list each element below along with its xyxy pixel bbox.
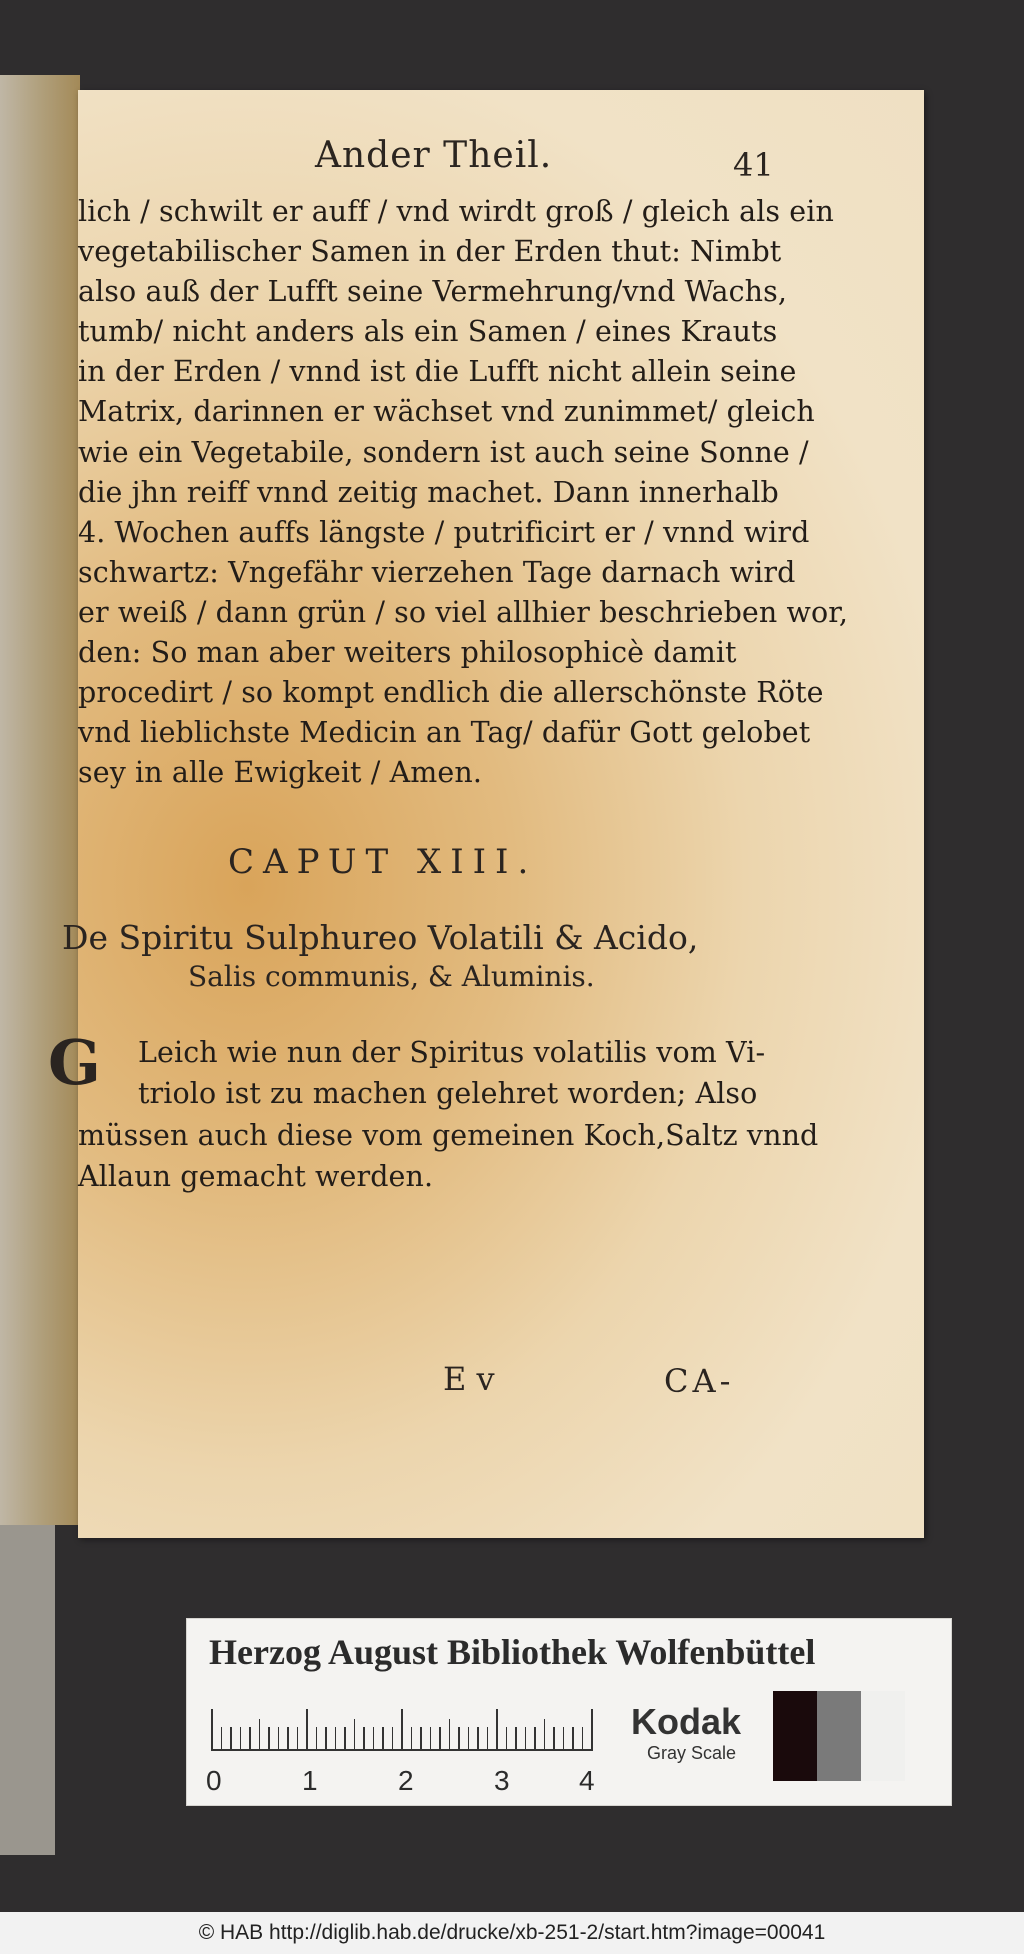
facing-page-lower	[0, 1525, 55, 1855]
text-line: vegetabilischer Samen in der Erden thut: Nimbt	[78, 235, 782, 269]
kodak-logo: Kodak	[631, 1701, 742, 1742]
signature-mark: E v	[443, 1360, 495, 1398]
body-text	[78, 192, 849, 793]
page-number: 41	[733, 146, 774, 184]
text-line: also auß der Lufft seine Vermehrung/vnd Wachs,	[78, 275, 788, 309]
chapter-subtitle-line-2: Salis communis, & Aluminis.	[188, 960, 595, 993]
ruler-tick	[240, 1727, 242, 1749]
ruler-tick	[430, 1727, 432, 1749]
text-line: triolo ist zu machen gelehret worden; Also	[138, 1077, 758, 1111]
ruler-tick	[515, 1727, 517, 1749]
text-line: in der Erden / vnnd ist die Lufft nicht allein seine	[78, 355, 797, 389]
ruler-tick	[373, 1727, 375, 1749]
ruler-tick	[544, 1719, 546, 1749]
ruler-tick	[211, 1709, 213, 1749]
ruler-tick	[297, 1727, 299, 1749]
drop-cap: G	[48, 1026, 101, 1099]
ruler-tick	[487, 1727, 489, 1749]
ruler-tick	[344, 1727, 346, 1749]
text-line: die jhn reiff vnnd zeitig machet. Dann innerhalb	[78, 475, 779, 509]
ruler-tick	[268, 1727, 270, 1749]
gray-swatch-mid	[817, 1691, 861, 1781]
ruler-label: 3	[494, 1765, 510, 1796]
text-line: wie ein Vegetabile, sondern ist auch seine Sonne /	[78, 435, 809, 469]
ruler-tick	[392, 1727, 394, 1749]
text-line: Allaun gemacht werden.	[78, 1159, 434, 1193]
text-line: schwartz: Vngefähr vierzehen Tage darnach wird	[78, 555, 796, 589]
ruler-tick	[382, 1727, 384, 1749]
ruler-tick	[306, 1709, 308, 1749]
chapter-subtitle-line-1: De Spiritu Sulphureo Volatili & Acido,	[62, 918, 699, 957]
text-line: 4. Wochen auffs längste / putrificirt er / vnnd wird	[78, 515, 810, 549]
institution-name: Herzog August Bibliothek Wolfenbüttel	[209, 1632, 816, 1672]
text-line: den: So man aber weiters philosophicè damit	[78, 636, 737, 670]
ruler-tick	[563, 1727, 565, 1749]
ruler-tick	[506, 1727, 508, 1749]
ruler-tick	[411, 1727, 413, 1749]
text-line: sey in alle Ewigkeit / Amen.	[78, 756, 482, 790]
text-line: Leich wie nun der Spiritus volatilis vom Vi-	[138, 1036, 766, 1069]
ruler-tick	[221, 1727, 223, 1749]
ruler-tick	[458, 1727, 460, 1749]
ruler-tick	[449, 1719, 451, 1749]
catchword: CA-	[664, 1362, 735, 1400]
ruler-tick	[477, 1727, 479, 1749]
ruler-tick	[335, 1727, 337, 1749]
color-scale-card	[186, 1618, 952, 1806]
text-line: er weiß / dann grün / so viel allhier beschrieben wor,	[78, 595, 849, 629]
ruler-tick	[259, 1719, 261, 1749]
ruler-tick	[468, 1727, 470, 1749]
ruler-tick	[230, 1727, 232, 1749]
facing-page-edge	[0, 75, 80, 1525]
ruler-tick	[439, 1727, 441, 1749]
ruler-tick	[325, 1727, 327, 1749]
ruler-tick	[420, 1727, 422, 1749]
text-line: Matrix, darinnen er wächset vnd zunimmet/ gleich	[78, 395, 815, 429]
ruler-tick	[534, 1727, 536, 1749]
ruler-tick	[401, 1709, 403, 1749]
text-line: procedirt / so kompt endlich die allerschönste Röte	[78, 676, 824, 710]
ruler-label: 0	[206, 1765, 222, 1796]
ruler-tick	[354, 1719, 356, 1749]
ruler-tick	[582, 1727, 584, 1749]
chapter-title: CAPUT XIII.	[228, 842, 538, 882]
ruler-tick	[249, 1727, 251, 1749]
ruler-label: 4	[579, 1765, 595, 1796]
ruler-tick	[278, 1727, 280, 1749]
gray-scale-label: Gray Scale	[647, 1743, 737, 1763]
gray-swatch-dark	[773, 1691, 817, 1781]
text-line: müssen auch diese vom gemeinen Koch,Saltz vnnd	[78, 1118, 819, 1152]
ruler-tick	[572, 1727, 574, 1749]
text-line: lich / schwilt er auff / vnd wirdt groß / gleich als ein	[78, 195, 834, 228]
footer-credit: © HAB http://diglib.hab.de/drucke/xb-251-2/start.htm?image=00041	[198, 1921, 826, 1944]
ruler-label: 2	[398, 1765, 414, 1796]
ruler-tick	[591, 1709, 593, 1749]
text-line: vnd lieblichste Medicin an Tag/ dafür Gott gelobet	[78, 716, 811, 750]
footer-credit-bar	[0, 1912, 1024, 1954]
text-line: tumb/ nicht anders als ein Samen / eines Krauts	[78, 315, 778, 349]
ruler-tick	[287, 1727, 289, 1749]
ruler-tick	[525, 1727, 527, 1749]
ruler-tick	[363, 1727, 365, 1749]
ruler-label: 1	[302, 1765, 318, 1796]
ruler-tick	[316, 1727, 318, 1749]
chapter-paragraph	[78, 1032, 819, 1197]
ruler-tick	[553, 1727, 555, 1749]
running-head: Ander Theil.	[315, 135, 553, 176]
ruler-baseline	[211, 1749, 593, 1751]
ruler	[211, 1705, 591, 1753]
ruler-tick	[496, 1709, 498, 1749]
gray-swatch-light	[861, 1691, 905, 1781]
